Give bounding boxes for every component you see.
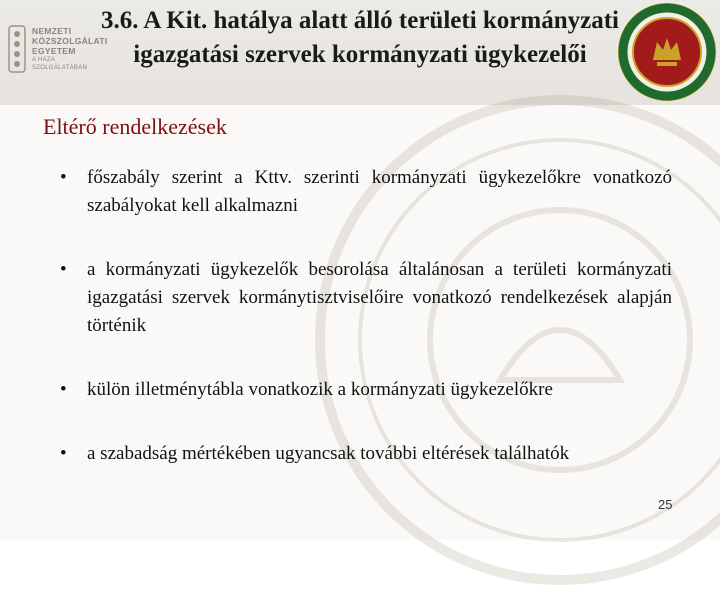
- university-name-line-3: EGYETEM: [32, 46, 76, 56]
- bullet-marker: •: [60, 167, 67, 188]
- slide-subtitle: Eltérő rendelkezések: [43, 114, 227, 139]
- slide-title: 3.6. A Kit. hatálya alatt álló területi kormányzati igazgatási szervek kormányzati ügykezelői: [100, 7, 619, 68]
- page-number: 25: [658, 497, 673, 512]
- list-item: [60, 256, 672, 340]
- bullet-marker: •: [60, 379, 67, 400]
- bullet-text: főszabály szerint a Kttv. szerinti kormányzati ügykezelőkre vonatkozó szabályokat kell alkalmazni: [87, 167, 672, 216]
- list-item: [60, 164, 672, 220]
- university-name-line-1: NEMZETI: [32, 26, 72, 36]
- bullet-text: a szabadság mértékében ugyancsak további eltérések találhatók: [87, 443, 570, 464]
- university-tagline: A HAZA SZOLGÁLATÁBAN: [32, 57, 88, 71]
- list-item: [60, 376, 672, 404]
- bullet-text: a kormányzati ügykezelők besorolása általánosan a területi kormányzati igazgatási szervek kormánytisztviselőire vonatkozó rendelkezések alapján történik: [87, 259, 672, 336]
- bullet-list: [60, 164, 672, 468]
- crest-icon: [6, 24, 28, 74]
- list-item: [60, 440, 672, 468]
- bullet-marker: •: [60, 259, 67, 280]
- bullet-marker: •: [60, 443, 67, 464]
- bullet-text: külön illetménytábla vonatkozik a kormányzati ügykezelőkre: [87, 379, 553, 400]
- university-name-line-2: KÖZSZOLGÁLATI: [32, 36, 108, 46]
